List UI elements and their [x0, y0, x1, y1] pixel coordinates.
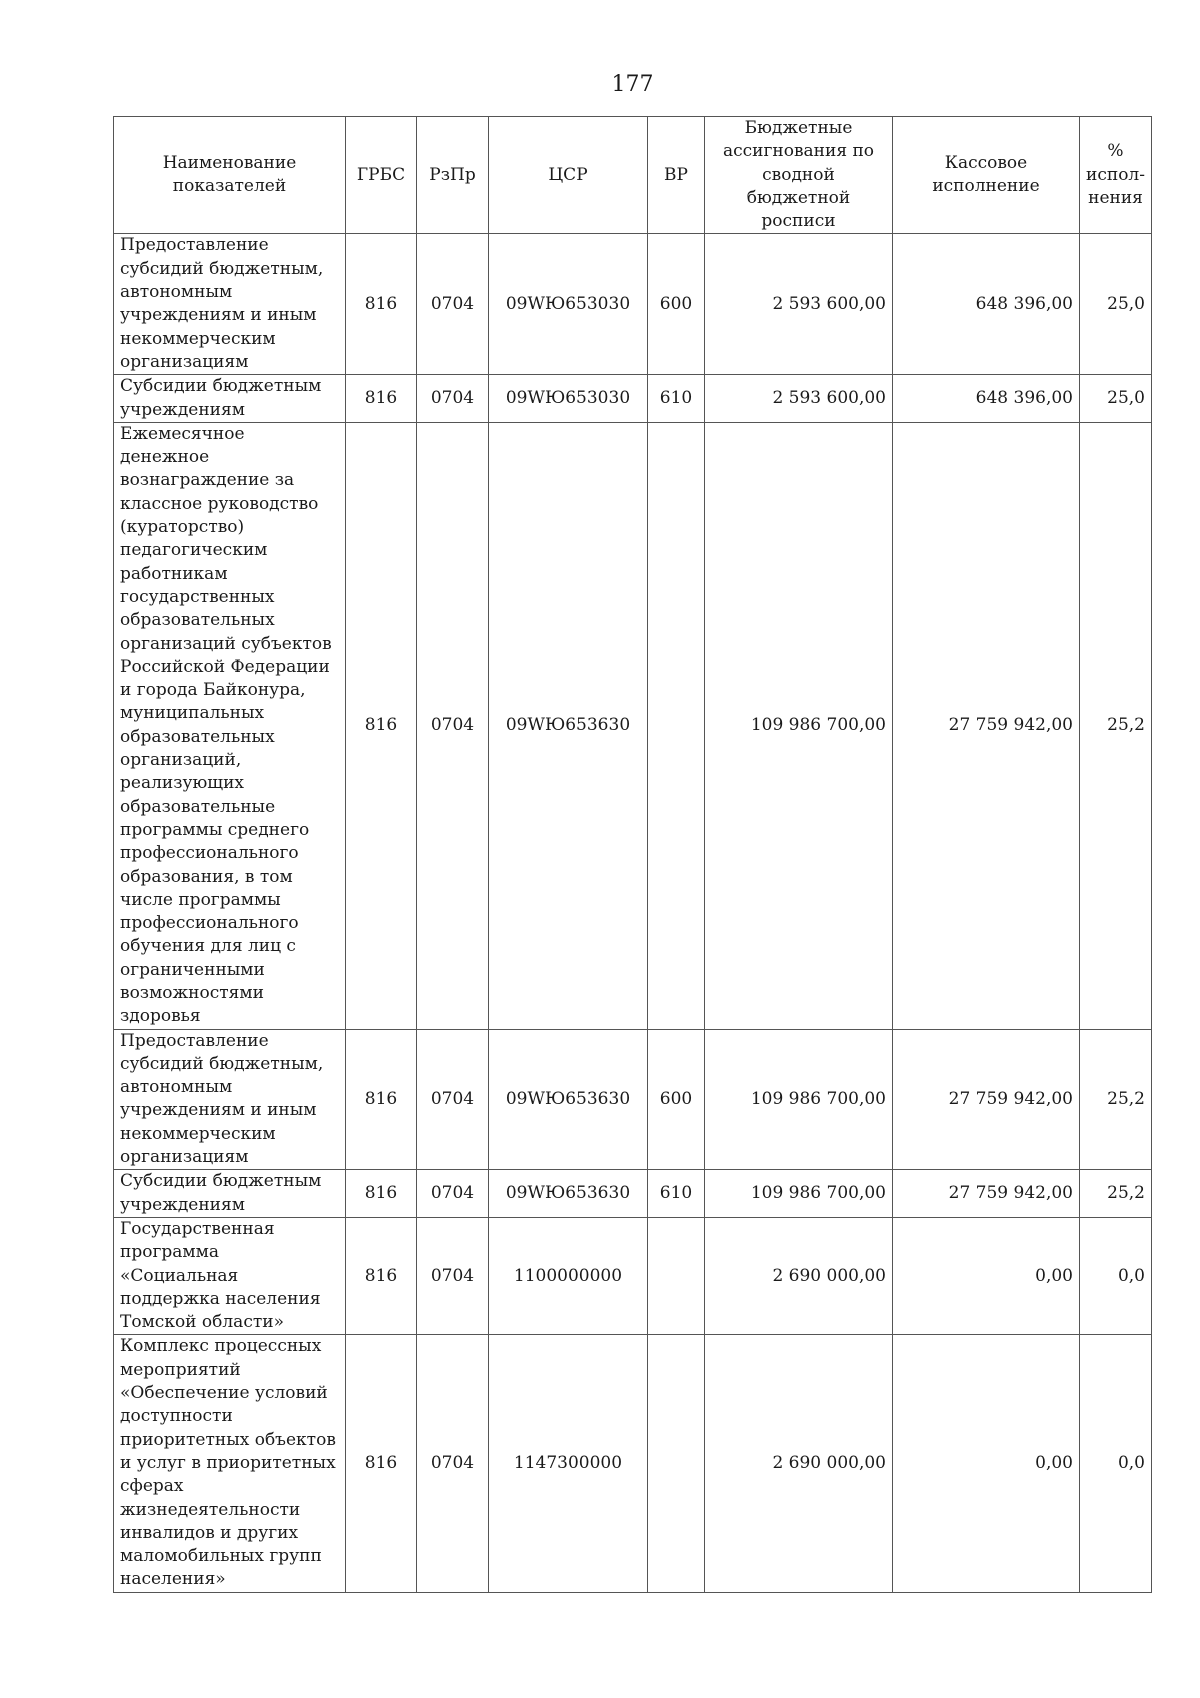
row-assignments: 109 986 700,00: [705, 1029, 893, 1170]
row-name: Субсидии бюджетным учреждениям: [114, 375, 346, 423]
row-cash: 648 396,00: [893, 234, 1080, 375]
header-vr: ВР: [648, 117, 705, 234]
row-rzpr: 0704: [417, 1217, 489, 1334]
row-vr: [648, 422, 705, 1029]
header-csr: ЦСР: [489, 117, 648, 234]
row-cash: 27 759 942,00: [893, 1029, 1080, 1170]
row-vr: [648, 1217, 705, 1334]
table-row: [114, 1029, 1152, 1170]
table-header-row: [114, 117, 1152, 234]
table-row: [114, 1170, 1152, 1218]
row-assignments: 2 690 000,00: [705, 1217, 893, 1334]
table-row: [114, 422, 1152, 1029]
row-percent: 25,2: [1080, 1029, 1152, 1170]
page-number: 177: [611, 72, 654, 97]
row-rzpr: 0704: [417, 422, 489, 1029]
row-grbs: 816: [346, 234, 417, 375]
row-name: Субсидии бюджетным учреждениям: [114, 1170, 346, 1218]
header-grbs: ГРБС: [346, 117, 417, 234]
row-percent: 0,0: [1080, 1335, 1152, 1592]
row-csr: 09WЮ653030: [489, 234, 648, 375]
row-grbs: 816: [346, 1335, 417, 1592]
header-rzpr: РзПр: [417, 117, 489, 234]
row-name: Предоставление субсидий бюджетным, автономным учреждениям и иным некоммерческим организациям: [114, 234, 346, 375]
table-row: [114, 375, 1152, 423]
row-rzpr: 0704: [417, 1029, 489, 1170]
row-cash: 27 759 942,00: [893, 1170, 1080, 1218]
row-grbs: 816: [346, 375, 417, 423]
row-rzpr: 0704: [417, 1335, 489, 1592]
budget-execution-table: [113, 116, 1152, 1593]
row-grbs: 816: [346, 1029, 417, 1170]
row-assignments: 2 593 600,00: [705, 234, 893, 375]
row-cash: 0,00: [893, 1335, 1080, 1592]
row-vr: [648, 1335, 705, 1592]
row-csr: 09WЮ653630: [489, 1170, 648, 1218]
header-percent: % испол-нения: [1080, 117, 1152, 234]
row-percent: 25,2: [1080, 1170, 1152, 1218]
row-cash: 0,00: [893, 1217, 1080, 1334]
row-grbs: 816: [346, 422, 417, 1029]
row-assignments: 2 593 600,00: [705, 375, 893, 423]
row-percent: 25,2: [1080, 422, 1152, 1029]
row-percent: 25,0: [1080, 375, 1152, 423]
row-vr: 600: [648, 234, 705, 375]
row-rzpr: 0704: [417, 375, 489, 423]
header-cash: Кассовое исполнение: [893, 117, 1080, 234]
table-row: [114, 1217, 1152, 1334]
row-assignments: 2 690 000,00: [705, 1335, 893, 1592]
row-vr: 600: [648, 1029, 705, 1170]
row-assignments: 109 986 700,00: [705, 422, 893, 1029]
row-percent: 0,0: [1080, 1217, 1152, 1334]
row-csr: 09WЮ653630: [489, 422, 648, 1029]
row-rzpr: 0704: [417, 234, 489, 375]
row-name: Предоставление субсидий бюджетным, автономным учреждениям и иным некоммерческим организациям: [114, 1029, 346, 1170]
row-name: Ежемесячное денежное вознаграждение за классное руководство (кураторство) педагогическим работникам государственных образовательных организаций субъектов Российской Федерации и города Байконура, муниципальных образовательных организаций, реализующих образовательные программы среднего профессионального образования, в том числе программы профессионального обучения для лиц с ограниченными возможностями здоровья: [114, 422, 346, 1029]
row-cash: 648 396,00: [893, 375, 1080, 423]
row-csr: 1147300000: [489, 1335, 648, 1592]
row-csr: 1100000000: [489, 1217, 648, 1334]
row-grbs: 816: [346, 1170, 417, 1218]
row-grbs: 816: [346, 1217, 417, 1334]
row-cash: 27 759 942,00: [893, 422, 1080, 1029]
row-vr: 610: [648, 375, 705, 423]
row-percent: 25,0: [1080, 234, 1152, 375]
row-csr: 09WЮ653030: [489, 375, 648, 423]
row-assignments: 109 986 700,00: [705, 1170, 893, 1218]
table-row: [114, 1335, 1152, 1592]
row-name: Комплекс процессных мероприятий «Обеспечение условий доступности приоритетных объектов и услуг в приоритетных сферах жизнедеятельности инвалидов и других маломобильных групп населения»: [114, 1335, 346, 1592]
header-assignments: Бюджетные ассигнования по сводной бюджетной росписи: [705, 117, 893, 234]
header-name: Наименование показателей: [114, 117, 346, 234]
row-vr: 610: [648, 1170, 705, 1218]
table-row: [114, 234, 1152, 375]
row-csr: 09WЮ653630: [489, 1029, 648, 1170]
row-rzpr: 0704: [417, 1170, 489, 1218]
row-name: Государственная программа «Социальная поддержка населения Томской области»: [114, 1217, 346, 1334]
